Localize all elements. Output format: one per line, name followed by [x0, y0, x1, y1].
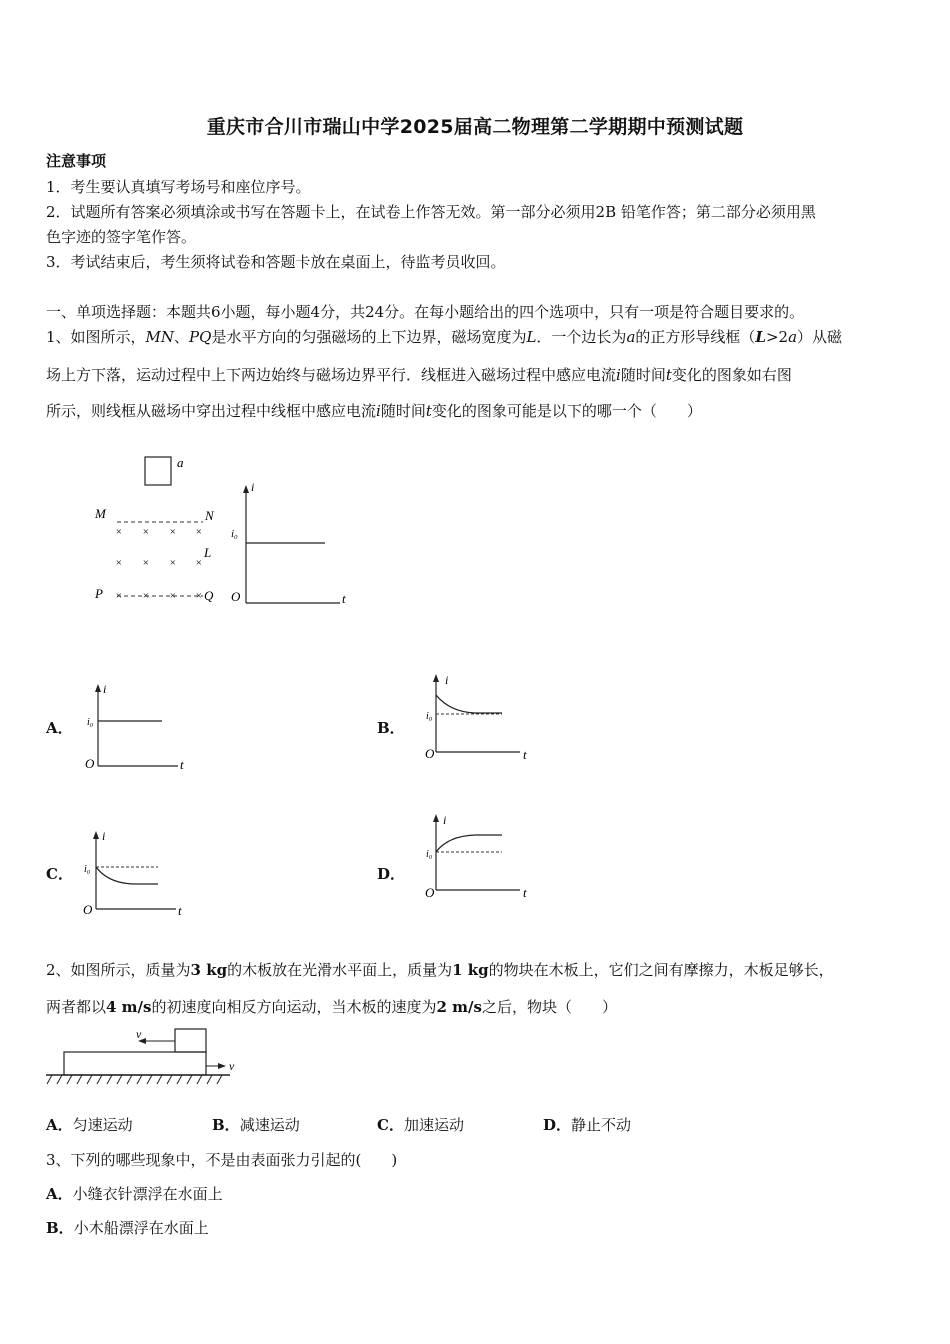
v-label: v — [229, 1059, 235, 1073]
L-symbol: L — [755, 328, 766, 346]
section-heading: 一、单项选择题：本题共6小题，每小题4分，共24分。在每小题给出的四个选项中，只有一项是符合题目要求的。 — [46, 303, 805, 321]
option-label: B． — [212, 1116, 240, 1134]
i-axis-label: i — [443, 813, 447, 827]
L-label: L — [204, 545, 212, 560]
q3-option-b[interactable] — [46, 1218, 209, 1238]
text: ）从磁 — [797, 328, 843, 346]
origin-label: O — [425, 746, 435, 761]
text: 两者都以 — [46, 998, 107, 1016]
cross: × — [169, 526, 177, 538]
N-label: N — [205, 508, 214, 523]
text: 是水平方向的匀强磁场的上下边界，磁场宽度为 — [211, 328, 527, 346]
ground-hatch — [47, 1075, 222, 1084]
arrow-right-icon — [218, 1063, 226, 1069]
arrow-up-icon — [95, 684, 101, 692]
text: 变化的图象可能是以下的哪一个（ ） — [431, 402, 702, 420]
option-d-graph[interactable] — [420, 808, 540, 908]
text: 随时间 — [620, 366, 666, 384]
option-text: 小缝衣针漂浮在水面上 — [72, 1185, 223, 1203]
notice-item: 1．考生要认真填写考场号和座位序号。 — [46, 178, 311, 196]
q2-option-a[interactable] — [46, 1115, 133, 1135]
origin-label: O — [425, 885, 435, 900]
q3-stem: 3、下列的哪些现象中，不是由表面张力引起的( ) — [46, 1151, 398, 1169]
cross: × — [195, 557, 203, 569]
cross: × — [142, 557, 150, 569]
t-axis-label: t — [523, 747, 527, 762]
q1-stem-line2 — [46, 365, 792, 385]
option-text: 匀速运动 — [72, 1116, 133, 1134]
q2-option-b[interactable] — [212, 1115, 300, 1135]
q2-stem-line1 — [46, 960, 834, 980]
a-symbol: a — [788, 328, 798, 346]
M-label: M — [95, 506, 106, 521]
Q-label: Q — [204, 588, 214, 603]
L-symbol: L — [526, 328, 537, 346]
q2-figure — [44, 1024, 244, 1086]
velocity-value: 4 m/s — [106, 998, 152, 1016]
t-axis-label: t — [178, 903, 182, 918]
cross: × — [195, 590, 203, 602]
i-symbol: i — [616, 366, 621, 384]
q1-stem-line3 — [46, 401, 702, 421]
t-symbol: t — [425, 402, 432, 420]
velocity-value: 2 m/s — [436, 998, 482, 1016]
cross: × — [195, 526, 203, 538]
text: >2 — [765, 328, 789, 346]
option-c-graph[interactable] — [78, 823, 198, 923]
origin-label: O — [231, 589, 241, 604]
text: 1、如图所示， — [46, 328, 146, 346]
arrow-up-icon — [433, 814, 439, 822]
text: 2、如图所示，质量为 — [46, 961, 191, 979]
text: 的物块在木板上，它们之间有摩擦力，木板足够长， — [488, 961, 834, 979]
q2-stem-line2 — [46, 997, 617, 1017]
i-axis-label: i — [102, 829, 106, 843]
q3-option-a[interactable] — [46, 1184, 223, 1204]
text: 之后，物块（ ） — [481, 998, 617, 1016]
cross: × — [142, 590, 150, 602]
option-label: A． — [46, 1185, 73, 1203]
q2-option-c[interactable] — [377, 1115, 464, 1135]
i-axis-label: i — [251, 480, 255, 494]
q2-option-d[interactable] — [543, 1115, 631, 1135]
i-axis-label: i — [445, 673, 449, 687]
t-axis-label: t — [523, 885, 527, 900]
t-axis-label: t — [342, 591, 346, 606]
cross: × — [115, 590, 123, 602]
text: 的木板放在光滑水平面上，质量为 — [227, 961, 453, 979]
notice-item: 2．试题所有答案必须填涂或书写在答题卡上，在试卷上作答无效。第一部分必须用2B 铅笔作答；第二部分必须用黑 — [46, 203, 816, 221]
current-curve — [96, 867, 158, 884]
mass-value: 1 kg — [452, 961, 489, 979]
text: ．一个边长为 — [536, 328, 627, 346]
arrow-up-icon — [433, 674, 439, 682]
option-b-label[interactable]: B． — [377, 719, 405, 737]
block — [175, 1029, 206, 1052]
text: 、 — [174, 328, 190, 346]
text: 变化的图象如右图 — [671, 366, 792, 384]
text: 场上方下落，运动过程中上下两边始终与磁场边界平行．线框进入磁场过程中感应电流 — [46, 366, 617, 384]
mn-symbol: MN — [145, 328, 175, 346]
option-label: C． — [377, 1116, 404, 1134]
cross: × — [142, 526, 150, 538]
i0-label: i₀ — [87, 717, 94, 728]
square-frame — [145, 457, 171, 485]
cross: × — [169, 557, 177, 569]
notice-heading: 注意事项 — [46, 152, 107, 170]
i0-label: i₀ — [426, 711, 433, 722]
t-symbol: t — [665, 366, 672, 384]
option-c-label[interactable]: C． — [46, 865, 73, 883]
q1-figure — [85, 445, 365, 615]
cross: × — [115, 557, 123, 569]
field-crosses — [115, 526, 202, 602]
v-label: v — [136, 1027, 142, 1041]
i-symbol: i — [376, 402, 381, 420]
option-label: A． — [46, 1116, 73, 1134]
option-a-graph[interactable] — [80, 676, 200, 776]
option-label: B． — [46, 1219, 74, 1237]
option-text: 减速运动 — [239, 1116, 300, 1134]
current-curve — [436, 695, 502, 713]
text: 的正方形导线框（ — [635, 328, 756, 346]
page-title: 重庆市合川市瑞山中学2025届高二物理第二学期期中预测试题 — [206, 116, 744, 138]
origin-label: O — [85, 756, 95, 771]
a-label: a — [177, 455, 184, 470]
i0-label: i₀ — [84, 864, 91, 875]
i0-label: i₀ — [426, 849, 433, 860]
text: 随时间 — [380, 402, 426, 420]
P-label: P — [95, 586, 103, 601]
t-axis-label: t — [180, 757, 184, 772]
q1-stem-line1 — [46, 327, 842, 347]
option-label: D． — [543, 1116, 572, 1134]
option-a-label[interactable]: A． — [46, 719, 73, 737]
current-curve — [436, 835, 502, 852]
a-symbol: a — [626, 328, 636, 346]
notice-item: 3．考试结束后，考生须将试卷和答题卡放在桌面上，待监考员收回。 — [46, 253, 506, 271]
option-text: 静止不动 — [571, 1116, 632, 1134]
board — [64, 1052, 206, 1075]
arrow-up-icon — [93, 831, 99, 839]
i-axis-label: i — [103, 682, 107, 696]
option-text: 加速运动 — [403, 1116, 464, 1134]
cross: × — [169, 590, 177, 602]
option-text: 小木船漂浮在水面上 — [73, 1219, 209, 1237]
text: 的初速度向相反方向运动，当木板的速度为 — [151, 998, 437, 1016]
option-d-label[interactable]: D． — [377, 865, 406, 883]
origin-label: O — [83, 902, 93, 917]
text: 所示，则线框从磁场中穿出过程中线框中感应电流 — [46, 402, 377, 420]
mass-value: 3 kg — [190, 961, 228, 979]
arrow-up-icon — [243, 485, 249, 493]
i0-label: i₀ — [231, 528, 238, 540]
cross: × — [115, 526, 123, 538]
notice-item: 色字迹的签字笔作答。 — [46, 228, 197, 246]
option-b-graph[interactable] — [420, 670, 540, 770]
pq-symbol: PQ — [189, 328, 212, 346]
